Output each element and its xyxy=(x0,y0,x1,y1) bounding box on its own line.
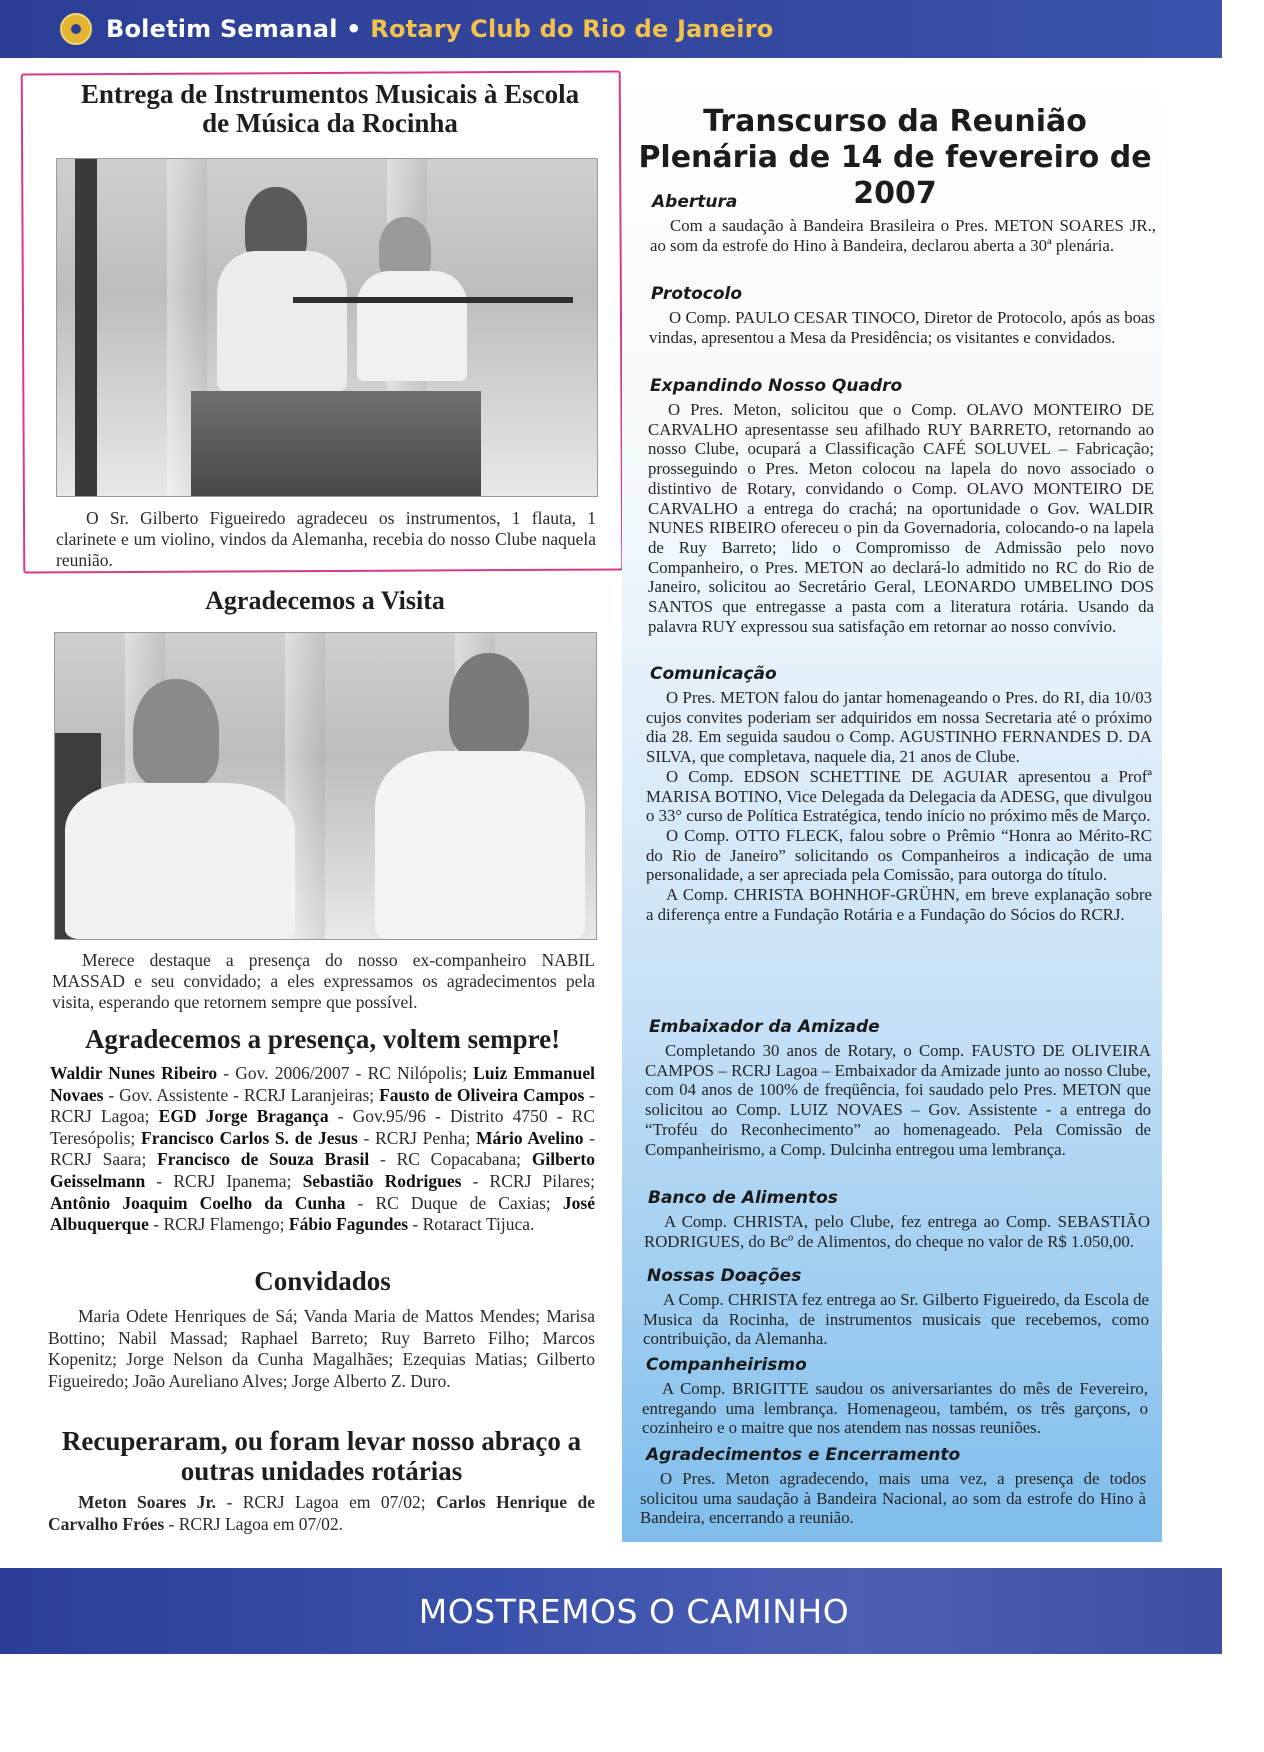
person-affiliation: - RCRJ Lagoa em 07/02; xyxy=(216,1492,437,1512)
section-paragraph: O Pres. METON falou do jantar homenageando o Pres. do RI, dia 10/03 cujos convites poderiam ser adquiridos em nossa Secretaria até o próximo dia 28. Em seguida saudou o Comp. AGUSTINHO FERNANDES D. DA SILVA, que completava, naquele dia, 21 anos de Clube. xyxy=(646,688,1152,767)
section-heading: Expandindo Nosso Quadro xyxy=(650,376,903,396)
section-heading: Comunicação xyxy=(650,664,777,684)
person-name: Luiz Emmanuel Novaes xyxy=(50,1063,595,1105)
section-paragraph: A Comp. BRIGITTE saudou os aniversariantes do mês de Fevereiro, entregando uma lembrança. Homenageou, também, os três garçons, o cozinheiro e o maitre que nos atendem nas nossas reuniões. xyxy=(642,1379,1148,1438)
section-heading: Banco de Alimentos xyxy=(648,1188,838,1208)
person-affiliation: - Rotaract Tijuca. xyxy=(408,1214,535,1235)
person-name: Francisco de Souza Brasil xyxy=(157,1149,370,1170)
person-affiliation: - RCRJ Penha; xyxy=(357,1127,476,1148)
recuperaram-list xyxy=(48,1492,595,1535)
header-title-bulletin: Boletim Semanal • xyxy=(106,15,362,43)
photo-podium xyxy=(56,158,598,497)
section-text xyxy=(645,1041,1151,1159)
section-text xyxy=(640,1469,1146,1528)
person-affiliation: - RCRJ Pilares; xyxy=(461,1170,595,1191)
section-text xyxy=(650,216,1156,255)
section-paragraph: O Pres. Meton, solicitou que o Comp. OLAVO MONTEIRO DE CARVALHO apresentasse seu afilhado RUY BARRETO, retornando ao nosso Clube, ocupará a Classificação CAFÉ SOLUVEL – Fabricação; prosseguindo o Pres. Meton colocou na lapela do novo associado o distintivo de Rotary, convidando o Comp. OLAVO MONTEIRO DE CARVALHO a entrega do crachá; na oportunidade o Gov. WALDIR NUNES RIBEIRO ofereceu o pin da Governadoria, colocando-o na lapela de Ruy Barreto; lido o Compromisso de Admissão pelo novo Companheiro, o Pres. METON ao declará-lo admitido no RC do Rio de Janeiro, solicitou ao Secretário Geral, LEONARDO UMBELINO DOS SANTOS que entregasse a pasta com a literatura rotária. Usando da palavra RUY expressou sua satisfação em retornar ao nosso convívio. xyxy=(648,400,1154,636)
section-paragraph: A Comp. CHRISTA, pelo Clube, fez entrega ao Comp. SEBASTIÃO RODRIGUES, do Bcº de Alimentos, do cheque no valor de R$ 1.050,00. xyxy=(644,1212,1150,1251)
person-name: Sebastião Rodrigues xyxy=(302,1170,462,1191)
person-name: Gilberto Geisselmann xyxy=(50,1149,595,1191)
section-paragraph: Completando 30 anos de Rotary, o Comp. FAUSTO DE OLIVEIRA CAMPOS – RCRJ Lagoa – Embaixador da Amizade junto ao nosso Clube, com 04 anos de 100% de freqüência, foi saudado pelo Pres. METON que solicitou ao Comp. LUIZ NOVAES – Gov. Assistente - a entrega do “Troféu do Reconhecimento” ao homenageado. Pela Comissão de Companheirismo, a Comp. Dulcinha entregou uma lembrança. xyxy=(645,1041,1151,1159)
section-paragraph: O Comp. EDSON SCHETTINE DE AGUIAR apresentou a Profª MARISA BOTINO, Vice Delegada da Delegacia da ADESG, que divulgou o 33° curso de Política Estratégica, tendo início no próximo mês de Março. xyxy=(646,766,1152,826)
section-text xyxy=(643,1290,1149,1349)
person-name: Fábio Fagundes xyxy=(288,1214,409,1235)
section-paragraph: O Comp. PAULO CESAR TINOCO, Diretor de Protocolo, após as boas vindas, apresentou a Mesa da Presidência; os visitantes e convidados. xyxy=(649,308,1155,347)
section-heading: Embaixador da Amizade xyxy=(649,1017,880,1037)
article-title-recuperaram: Recuperaram, ou foram levar nosso abraço a outras unidades rotárias xyxy=(61,1426,582,1486)
person-affiliation: - RC Copacabana; xyxy=(369,1149,532,1170)
article-title-presenca: Agradecemos a presença, voltem sempre! xyxy=(84,1024,561,1054)
article-title-visita: Agradecemos a Visita xyxy=(205,586,445,615)
header-title xyxy=(106,15,773,43)
section-heading: Nossas Doações xyxy=(647,1266,802,1286)
section-text xyxy=(646,688,1152,924)
person-affiliation: - Gov.95/96 - Distrito 4750 - RC Teresópolis; xyxy=(50,1106,595,1148)
section-text xyxy=(642,1379,1148,1438)
person-name: José Albuquerque xyxy=(50,1192,595,1235)
page-margin xyxy=(1222,0,1264,1752)
person-name: Antônio Joaquim Coelho da Cunha xyxy=(50,1192,346,1213)
caption-visita: Merece destaque a presença do nosso ex-companheiro NABIL MASSAD e seu convidado; a eles expressamos os agradecimentos pela visita, esperando que retornem sempre que possível. xyxy=(52,950,595,1012)
section-heading: Companheirismo xyxy=(646,1355,807,1375)
person-affiliation: - RCRJ Saara; xyxy=(50,1127,596,1170)
person-affiliation: - RCRJ Ipanema; xyxy=(145,1170,303,1191)
presenca-list xyxy=(50,1063,595,1236)
section-paragraph: A Comp. CHRISTA fez entrega ao Sr. Gilberto Figueiredo, da Escola de Musica da Rocinha, de instrumentos musicais que recebemos, como contribuição, da Alemanha. xyxy=(643,1290,1149,1349)
section-paragraph: O Pres. Meton agradecendo, mais uma vez, a presença de todos solicitou uma saudação à Bandeira Nacional, ao som da estrofe do Hino à Bandeira, encerrando a reunião. xyxy=(640,1469,1146,1528)
article-title-entrega: Entrega de Instrumentos Musicais à Escola de Música da Rocinha xyxy=(80,79,580,138)
person-name: Carlos Henrique de Carvalho Fróes xyxy=(48,1492,595,1534)
person-affiliation: - RCRJ Flamengo; xyxy=(148,1214,289,1235)
article-title-convidados: Convidados xyxy=(254,1266,391,1296)
section-heading: Agradecimentos e Encerramento xyxy=(646,1445,961,1465)
person-name: Francisco Carlos S. de Jesus xyxy=(141,1127,358,1148)
photo-visitors xyxy=(54,632,597,940)
rotary-wheel-icon xyxy=(60,13,92,45)
plenary-title: Transcurso da Reunião Plenária de 14 de fevereiro de 2007 xyxy=(638,104,1152,211)
person-affiliation: - Gov. Assistente - RCRJ Laranjeiras; xyxy=(103,1084,380,1105)
footer-slogan: MOSTREMOS O CAMINHO xyxy=(418,1591,850,1631)
person-name: Fausto de Oliveira Campos xyxy=(379,1084,585,1105)
section-text xyxy=(648,400,1154,636)
person-affiliation: - RC Duque de Caxias; xyxy=(345,1192,563,1213)
section-paragraph: A Comp. CHRISTA BOHNHOF-GRÜHN, em breve explanação sobre a diferença entre a Fundação Rotária e a Fundação do Sócios do RCRJ. xyxy=(646,885,1152,924)
person-name: Waldir Nunes Ribeiro xyxy=(50,1063,218,1083)
header-bar xyxy=(0,0,1222,58)
section-heading: Abertura xyxy=(652,192,738,212)
section-text xyxy=(644,1212,1150,1251)
footer-bar xyxy=(0,1568,1228,1654)
person-name: EGD Jorge Bragança xyxy=(158,1106,329,1127)
person-affiliation: - RCRJ Lagoa em 07/02. xyxy=(164,1513,344,1534)
section-text xyxy=(649,308,1155,347)
section-heading: Protocolo xyxy=(651,284,743,304)
section-paragraph: O Comp. OTTO FLECK, falou sobre o Prêmio “Honra ao Mérito-RC do Rio de Janeiro” solicitando os Companheiros a indicação de uma personalidade, a ser apreciada pela Comissão, para outorga do título. xyxy=(646,825,1152,885)
person-affiliation: - Gov. 2006/2007 - RC Nilópolis; xyxy=(217,1063,474,1083)
caption-entrega: O Sr. Gilberto Figueiredo agradeceu os instrumentos, 1 flauta, 1 clarinete e um violino, vindos da Alemanha, recebia do nosso Clube naquela reunião. xyxy=(56,508,596,570)
person-name: Mário Avelino xyxy=(476,1127,584,1148)
header-title-club: Rotary Club do Rio de Janeiro xyxy=(370,15,774,43)
person-affiliation: - RCRJ Lagoa; xyxy=(50,1084,595,1127)
person-name: Meton Soares Jr. xyxy=(78,1492,217,1512)
convidados-list: Maria Odete Henriques de Sá; Vanda Maria de Mattos Mendes; Marisa Bottino; Nabil Massad; Raphael Barreto; Ruy Barreto Filho; Marcos Kopenitz; Jorge Nelson da Cunha Magalhães; Ezequias Matias; Gilberto Figueiredo; João Aureliano Alves; Jorge Alberto Z. Duro. xyxy=(48,1306,595,1391)
section-paragraph: Com a saudação à Bandeira Brasileira o Pres. METON SOARES JR., ao som da estrofe do Hino à Bandeira, declarou aberta a 30ª plenária. xyxy=(650,216,1156,255)
